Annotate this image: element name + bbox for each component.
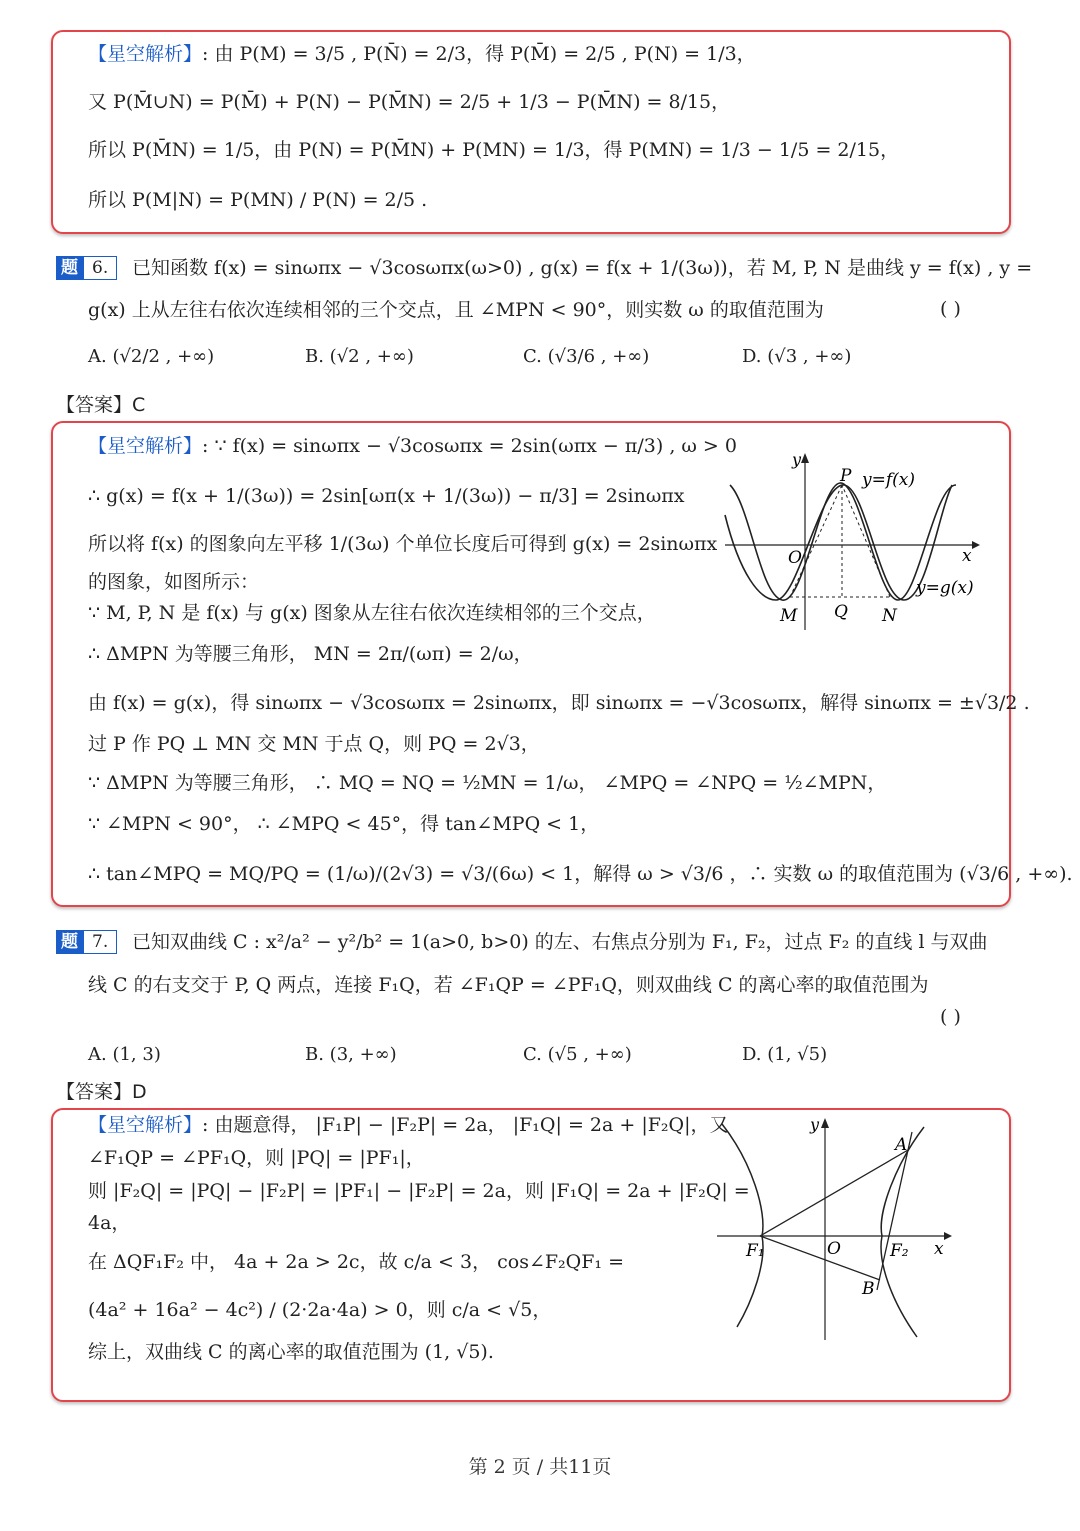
solution-1-line-1: 【星空解析】: 由 P(M) = 3/5 , P(N̄) = 2/3，得 P(M̄) = 2/5 , P(N) = 1/3，	[88, 43, 756, 65]
fig-label-gx: y=g(x)	[916, 578, 974, 598]
question-6-tag	[56, 256, 117, 280]
option-c: C. (√5 , +∞)	[523, 1044, 632, 1065]
question-6-line-2: g(x) 上从左往右依次连续相邻的三个交点，且 ∠MPN < 90°，则实数 ω 的取值范围为	[88, 299, 824, 321]
answer-line: 【答案】C	[56, 394, 146, 416]
fig-label-q: Q	[834, 602, 848, 622]
question-number: 6.	[83, 256, 117, 280]
solution-2-line-10: ∵ ∠MPN < 90°， ∴ ∠MPQ < 45°，得 tan∠MPQ < 1，	[88, 813, 600, 835]
fig-label-n: N	[882, 606, 897, 626]
solution-2-line-8: 过 P 作 PQ ⊥ MN 交 MN 于点 Q，则 PQ = 2√3，	[88, 733, 540, 755]
solution-2-line-4: 的图象，如图所示：	[88, 571, 260, 593]
question-7-line-2: 线 C 的右支交于 P, Q 两点，连接 F₁Q，若 ∠F₁QP = ∠PF₁Q，则双曲线 C 的离心率的取值范围为	[88, 974, 929, 996]
segment-f1b	[760, 1236, 880, 1280]
analysis-tag: 【星空解析】	[88, 1114, 203, 1136]
answer-paren: ( )	[940, 298, 961, 320]
solution-1-line-2: 又 P(M̄∪N) = P(M̄) + P(N) − P(M̄N) = 2/5 + 1/3 − P(M̄N) = 8/15，	[88, 91, 731, 113]
x-axis-arrow	[944, 1232, 952, 1240]
line-l	[877, 1132, 912, 1290]
question-7-line-1: 已知双曲线 C : x²/a² − y²/b² = 1(a>0, b>0) 的左、右焦点分别为 F₁, F₂，过点 F₂ 的直线 l 与双曲	[132, 931, 988, 953]
fig-label-p: P	[840, 466, 852, 486]
fig-label-o: O	[827, 1239, 841, 1259]
question-6-line-1: 已知函数 f(x) = sinωπx − √3cosωπx(ω>0) , g(x) = f(x + 1/(3ω))，若 M, P, N 是曲线 y = f(x) , y =	[132, 257, 1033, 279]
analysis-tag: 【星空解析】	[88, 43, 203, 65]
fig-label-x: x	[962, 546, 972, 566]
fig-label-m: M	[780, 606, 798, 626]
left-branch	[722, 1124, 763, 1327]
solution-3-line-3: 则 |F₂Q| = |PQ| − |F₂P| = |PF₁| − |F₂P| = 2a，则 |F₁Q| = 2a + |F₂Q| =	[88, 1180, 750, 1202]
answer-paren: ( )	[940, 1006, 961, 1028]
analysis-tag: 【星空解析】	[88, 435, 203, 457]
option-a: A. (1, 3)	[88, 1044, 161, 1065]
fig-label-f2: F₂	[890, 1241, 909, 1261]
option-b: B. (3, +∞)	[305, 1044, 397, 1065]
page-footer: 第 2 页 / 共11页	[468, 1456, 612, 1478]
fig-label-a: A	[895, 1135, 908, 1155]
question-tag-label: 题	[56, 930, 83, 954]
fig-label-f1: F₁	[746, 1241, 765, 1261]
solution-3-line-4: 4a，	[88, 1212, 131, 1234]
fig-label-y: y	[792, 450, 802, 469]
option-d: D. (1, √5)	[742, 1044, 828, 1065]
option-c: C. (√3/6 , +∞)	[523, 346, 650, 367]
solution-2-line-6: ∴ ΔMPN 为等腰三角形， MN = 2π/(ωπ) = 2/ω，	[88, 643, 533, 665]
fig-label-b: B	[862, 1279, 875, 1299]
question-7-tag	[56, 930, 117, 954]
solution-2-line-3: 所以将 f(x) 的图象向左平移 1/(3ω) 个单位长度后可得到 g(x) = 2sinωπx	[88, 533, 718, 555]
solution-2-line-9: ∵ ΔMPN 为等腰三角形， ∴ MQ = NQ = ½MN = 1/ω， ∠MPQ = ∠NPQ = ½∠MPN，	[88, 772, 887, 794]
option-b: B. (√2 , +∞)	[305, 346, 414, 367]
segment-np	[842, 485, 890, 597]
solution-3-line-7: 综上，双曲线 C 的离心率的取值范围为 (1, √5).	[88, 1341, 494, 1363]
y-axis-arrow	[801, 453, 809, 463]
sine-intersection-figure	[720, 445, 985, 635]
hyperbola-figure	[712, 1112, 957, 1344]
fig-label-x: x	[934, 1239, 944, 1259]
option-d: D. (√3 , +∞)	[742, 346, 852, 367]
solution-3-line-6: (4a² + 16a² − 4c²) / (2·2a·4a) > 0，则 c/a < √5，	[88, 1299, 552, 1321]
solution-3-line-2: ∠F₁QP = ∠PF₁Q，则 |PQ| = |PF₁|，	[88, 1147, 425, 1169]
fig-label-fx: y=f(x)	[862, 470, 915, 490]
fig-label-y: y	[810, 1115, 820, 1134]
solution-1-line-4: 所以 P(M|N) = P(MN) / P(N) = 2/5 .	[88, 189, 428, 211]
solution-3-line-1: 【星空解析】: 由题意得， |F₁P| − |F₂P| = 2a， |F₁Q| = 2a + |F₂Q|，又	[88, 1114, 729, 1136]
solution-3-line-5: 在 ΔQF₁F₂ 中， 4a + 2a > 2c，故 c/a < 3， cos∠F₂QF₁ =	[88, 1251, 624, 1273]
question-number: 7.	[83, 930, 117, 954]
x-axis-arrow	[972, 541, 980, 549]
solution-2-line-11: ∴ tan∠MPQ = MQ/PQ = (1/ω)/(2√3) = √3/(6ω) < 1，解得 ω > √3/6 ，∴ 实数 ω 的取值范围为 (√3/6 , +∞).	[88, 863, 1073, 885]
solution-1-line-3: 所以 P(M̄N) = 1/5，由 P(N) = P(M̄N) + P(MN) = 1/3，得 P(MN) = 1/3 − 1/5 = 2/15，	[88, 139, 900, 161]
solution-2-line-2: ∴ g(x) = f(x + 1/(3ω)) = 2sin[ωπ(x + 1/(3ω)) − π/3] = 2sinωπx	[88, 485, 685, 507]
solution-2-line-1: 【星空解析】: ∵ f(x) = sinωπx − √3cosωπx = 2sin(ωπx − π/3) , ω > 0	[88, 435, 737, 457]
solution-2-line-5: ∵ M, P, N 是 f(x) 与 g(x) 图象从左往右依次连续相邻的三个交点，	[88, 602, 656, 624]
fig-label-o: O	[788, 548, 802, 568]
question-tag-label: 题	[56, 256, 83, 280]
segment-mp	[790, 485, 842, 597]
right-branch	[881, 1127, 924, 1337]
option-a: A. (√2/2 , +∞)	[88, 346, 215, 367]
answer-line: 【答案】D	[56, 1081, 147, 1103]
solution-2-line-7: 由 f(x) = g(x)，得 sinωπx − √3cosωπx = 2sinωπx，即 sinωπx = −√3cosωπx，解得 sinωπx = ±√3/2 .	[88, 692, 1030, 714]
y-axis-arrow	[821, 1118, 829, 1128]
segment-f1a	[760, 1150, 908, 1236]
